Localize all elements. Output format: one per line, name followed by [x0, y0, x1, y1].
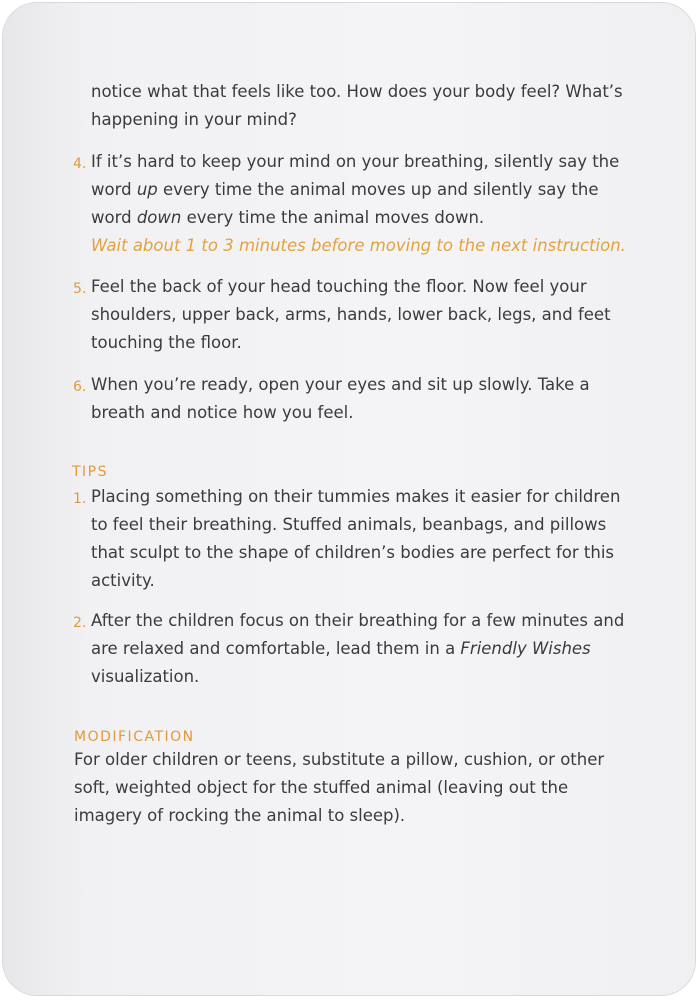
- tip-number: 2.: [73, 615, 87, 631]
- step-timing-note: Wait about 1 to 3 minutes before moving to the next instruction.: [91, 236, 626, 255]
- tip-text: Placing something on their tummies makes it easier for children to feel their breathing. Stuffed animals, beanbags, and pillows that sculpt to the shape of children’s bodies are perfect for this activity.: [91, 487, 621, 590]
- activity-card: [3, 3, 695, 995]
- tips-heading: TIPS: [72, 464, 109, 480]
- step-number: 6.: [73, 379, 87, 395]
- step-number: 4.: [73, 156, 87, 172]
- step-number: 5.: [73, 281, 87, 297]
- intro-paragraph: notice what that feels like too. How does your body feel? What’s happening in your mind?: [91, 82, 623, 129]
- step-text: Feel the back of your head touching the floor. Now feel your shoulders, upper back, arms, hands, lower back, legs, and feet touching the floor.: [91, 277, 611, 352]
- step-text: When you’re ready, open your eyes and sit up slowly. Take a breath and notice how you feel.: [91, 375, 590, 422]
- modification-heading: MODIFICATION: [74, 729, 195, 745]
- tip-number: 1.: [73, 491, 87, 507]
- modification-text: For older children or teens, substitute a pillow, cushion, or other soft, weighted object for the stuffed animal (leaving out the imagery of rocking the animal to sleep).: [74, 750, 605, 825]
- step-text: If it’s hard to keep your mind on your breathing, silently say the word up every time the animal moves up and silently say the word down every time the animal moves down. Wait about 1 to 3 minutes before moving to the next instruction.: [91, 148, 636, 260]
- tip-text: After the children focus on their breathing for a few minutes and are relaxed and comfortable, lead them in a Friendly Wishes visualization.: [91, 611, 625, 686]
